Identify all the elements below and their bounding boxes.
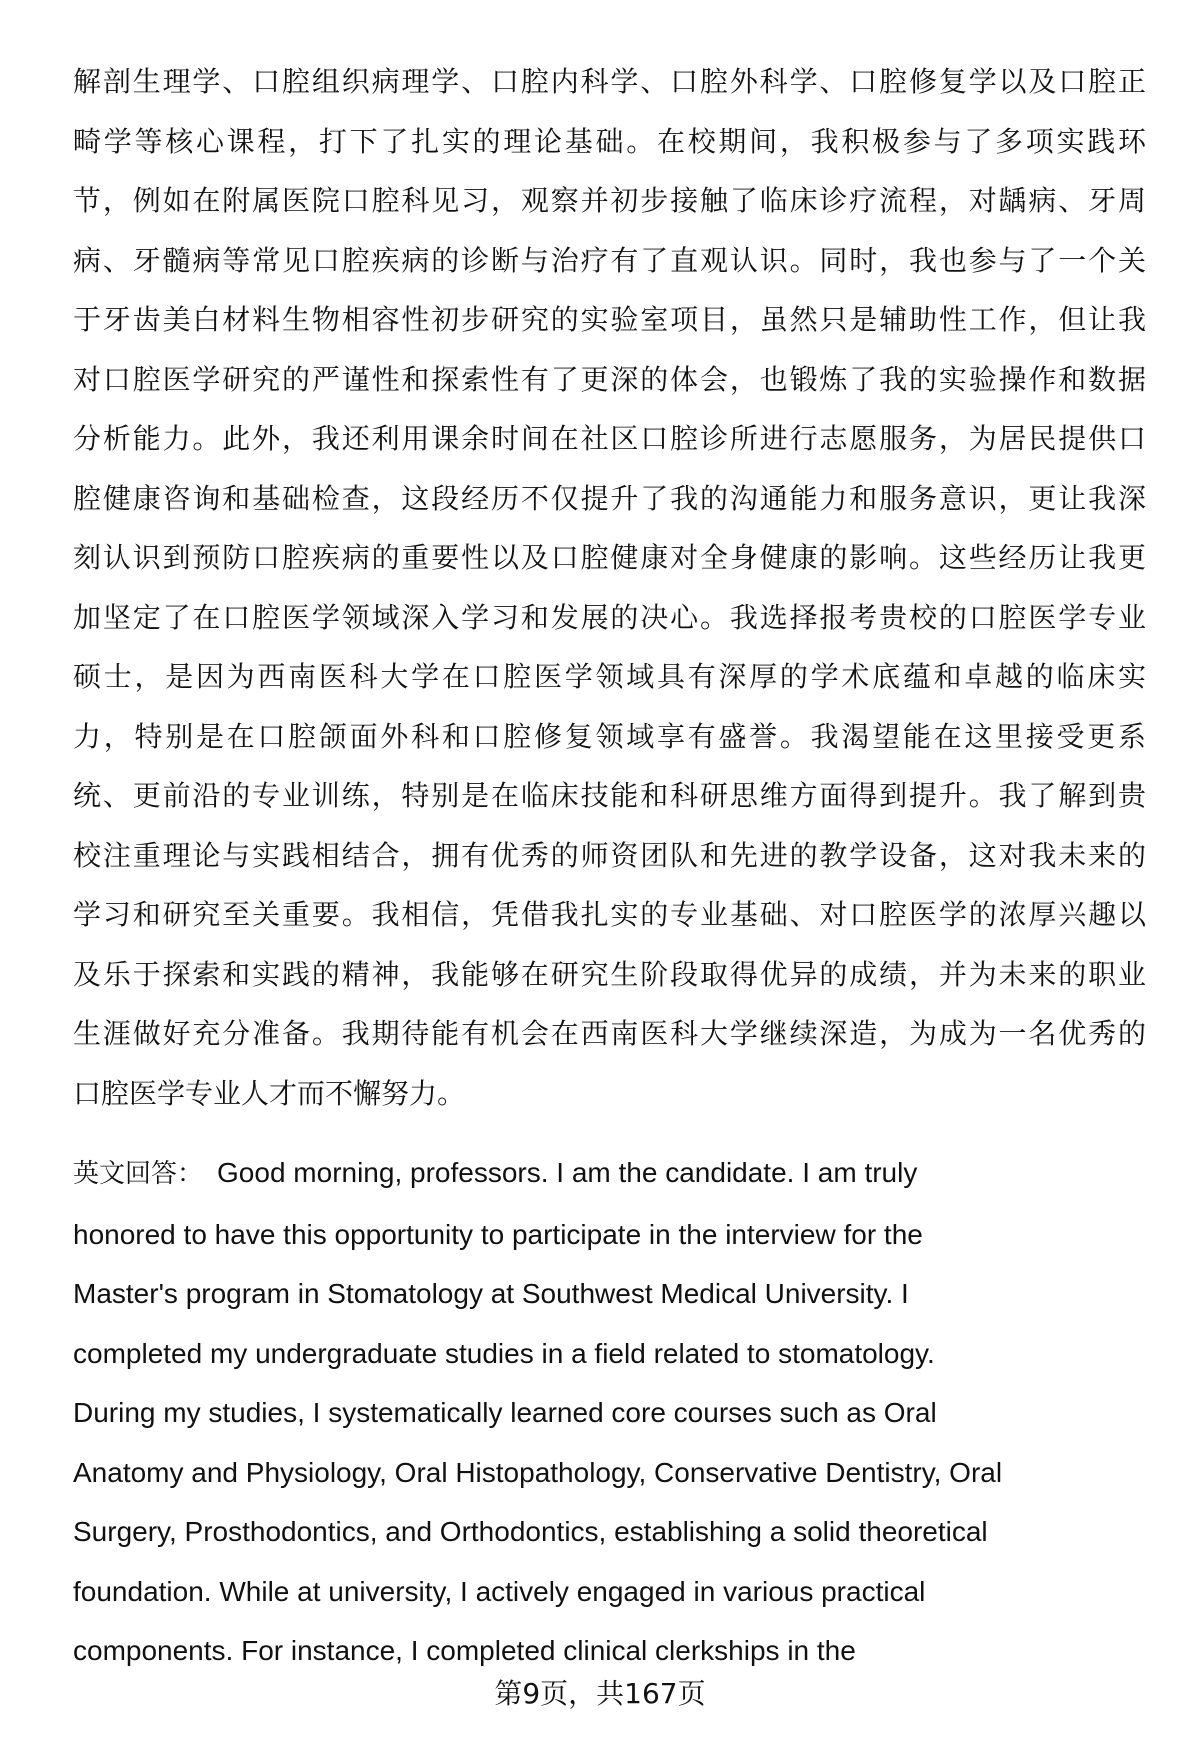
chinese-text-line: 学习和研究至关重要。我相信，凭借我扎实的专业基础、对口腔医学的浓厚兴趣以	[73, 898, 1146, 931]
english-text-line	[73, 1143, 1146, 1205]
chinese-text-line: 对口腔医学研究的严谨性和探索性有了更深的体会，也锻炼了我的实验操作和数据	[73, 362, 1146, 396]
chinese-text-line: 病、牙髓病等常见口腔疾病的诊断与治疗有了直观认识。同时，我也参与了一个关	[73, 243, 1146, 277]
chinese-text-line: 畸学等核心课程，打下了扎实的理论基础。在校期间，我积极参与了多项实践环	[73, 124, 1146, 158]
chinese-text-line: 力，特别是在口腔颌面外科和口腔修复领域享有盛誉。我渴望能在这里接受更系	[73, 719, 1146, 753]
english-text-line: Surgery, Prosthodontics, and Orthodontics, establishing a solid theoretical	[73, 1516, 988, 1547]
chinese-text-line: 分析能力。此外，我还利用课余时间在社区口腔诊所进行志愿服务，为居民提供口	[73, 422, 1146, 455]
english-answer-label: 英文回答：	[73, 1159, 204, 1189]
chinese-answer	[73, 52, 1146, 1123]
chinese-text-line: 口腔医学专业人才而不懈努力。	[73, 1076, 466, 1110]
english-text-line: Master's program in Stomatology at Southwest Medical University. I	[73, 1278, 909, 1309]
chinese-text-line: 硕士，是因为西南医科大学在口腔医学领域具有深厚的学术底蕴和卓越的临床实	[73, 660, 1146, 693]
english-text: Good morning, professors. I am the candidate. I am truly	[217, 1157, 918, 1188]
english-text-line: During my studies, I systematically learned core courses such as Oral	[73, 1397, 937, 1428]
chinese-text-line: 加坚定了在口腔医学领域深入学习和发展的决心。我选择报考贵校的口腔医学专业	[73, 600, 1146, 634]
chinese-text-line: 及乐于探索和实践的精神，我能够在研究生阶段取得优异的成绩，并为未来的职业	[73, 957, 1146, 991]
chinese-text-line: 生涯做好充分准备。我期待能有机会在西南医科大学继续深造，为成为一名优秀的	[73, 1017, 1146, 1050]
english-text-line: Anatomy and Physiology, Oral Histopathology, Conservative Dentistry, Oral	[73, 1456, 1003, 1488]
chinese-text-line: 解剖生理学、口腔组织病理学、口腔内科学、口腔外科学、口腔修复学以及口腔正	[73, 65, 1146, 98]
paragraph-gap	[73, 1123, 1146, 1143]
english-text-line: foundation. While at university, I actively engaged in various practical	[73, 1575, 926, 1607]
chinese-text-line: 刻认识到预防口腔疾病的重要性以及口腔健康对全身健康的影响。这些经历让我更	[73, 541, 1146, 574]
english-text-line: components. For instance, I completed clinical clerkships in the	[73, 1635, 856, 1666]
chinese-text-line: 腔健康咨询和基础检查，这段经历不仅提升了我的沟通能力和服务意识，更让我深	[73, 481, 1146, 515]
chinese-text-line: 于牙齿美白材料生物相容性初步研究的实验室项目，虽然只是辅助性工作，但让我	[73, 303, 1146, 336]
chinese-text-line: 统、更前沿的专业训练，特别是在临床技能和科研思维方面得到提升。我了解到贵	[73, 779, 1146, 812]
english-text-line: completed my undergraduate studies in a field related to stomatology.	[73, 1337, 935, 1369]
chinese-text-line: 节，例如在附属医院口腔科见习，观察并初步接触了临床诊疗流程，对龋病、牙周	[73, 184, 1146, 217]
document-page	[73, 52, 1146, 1681]
chinese-text-line: 校注重理论与实践相结合，拥有优秀的师资团队和先进的教学设备，这对我未来的	[73, 838, 1146, 872]
english-answer	[73, 1143, 1146, 1681]
page-number: 第9页，共167页	[494, 1677, 706, 1710]
english-text-line: honored to have this opportunity to participate in the interview for the	[73, 1218, 923, 1250]
